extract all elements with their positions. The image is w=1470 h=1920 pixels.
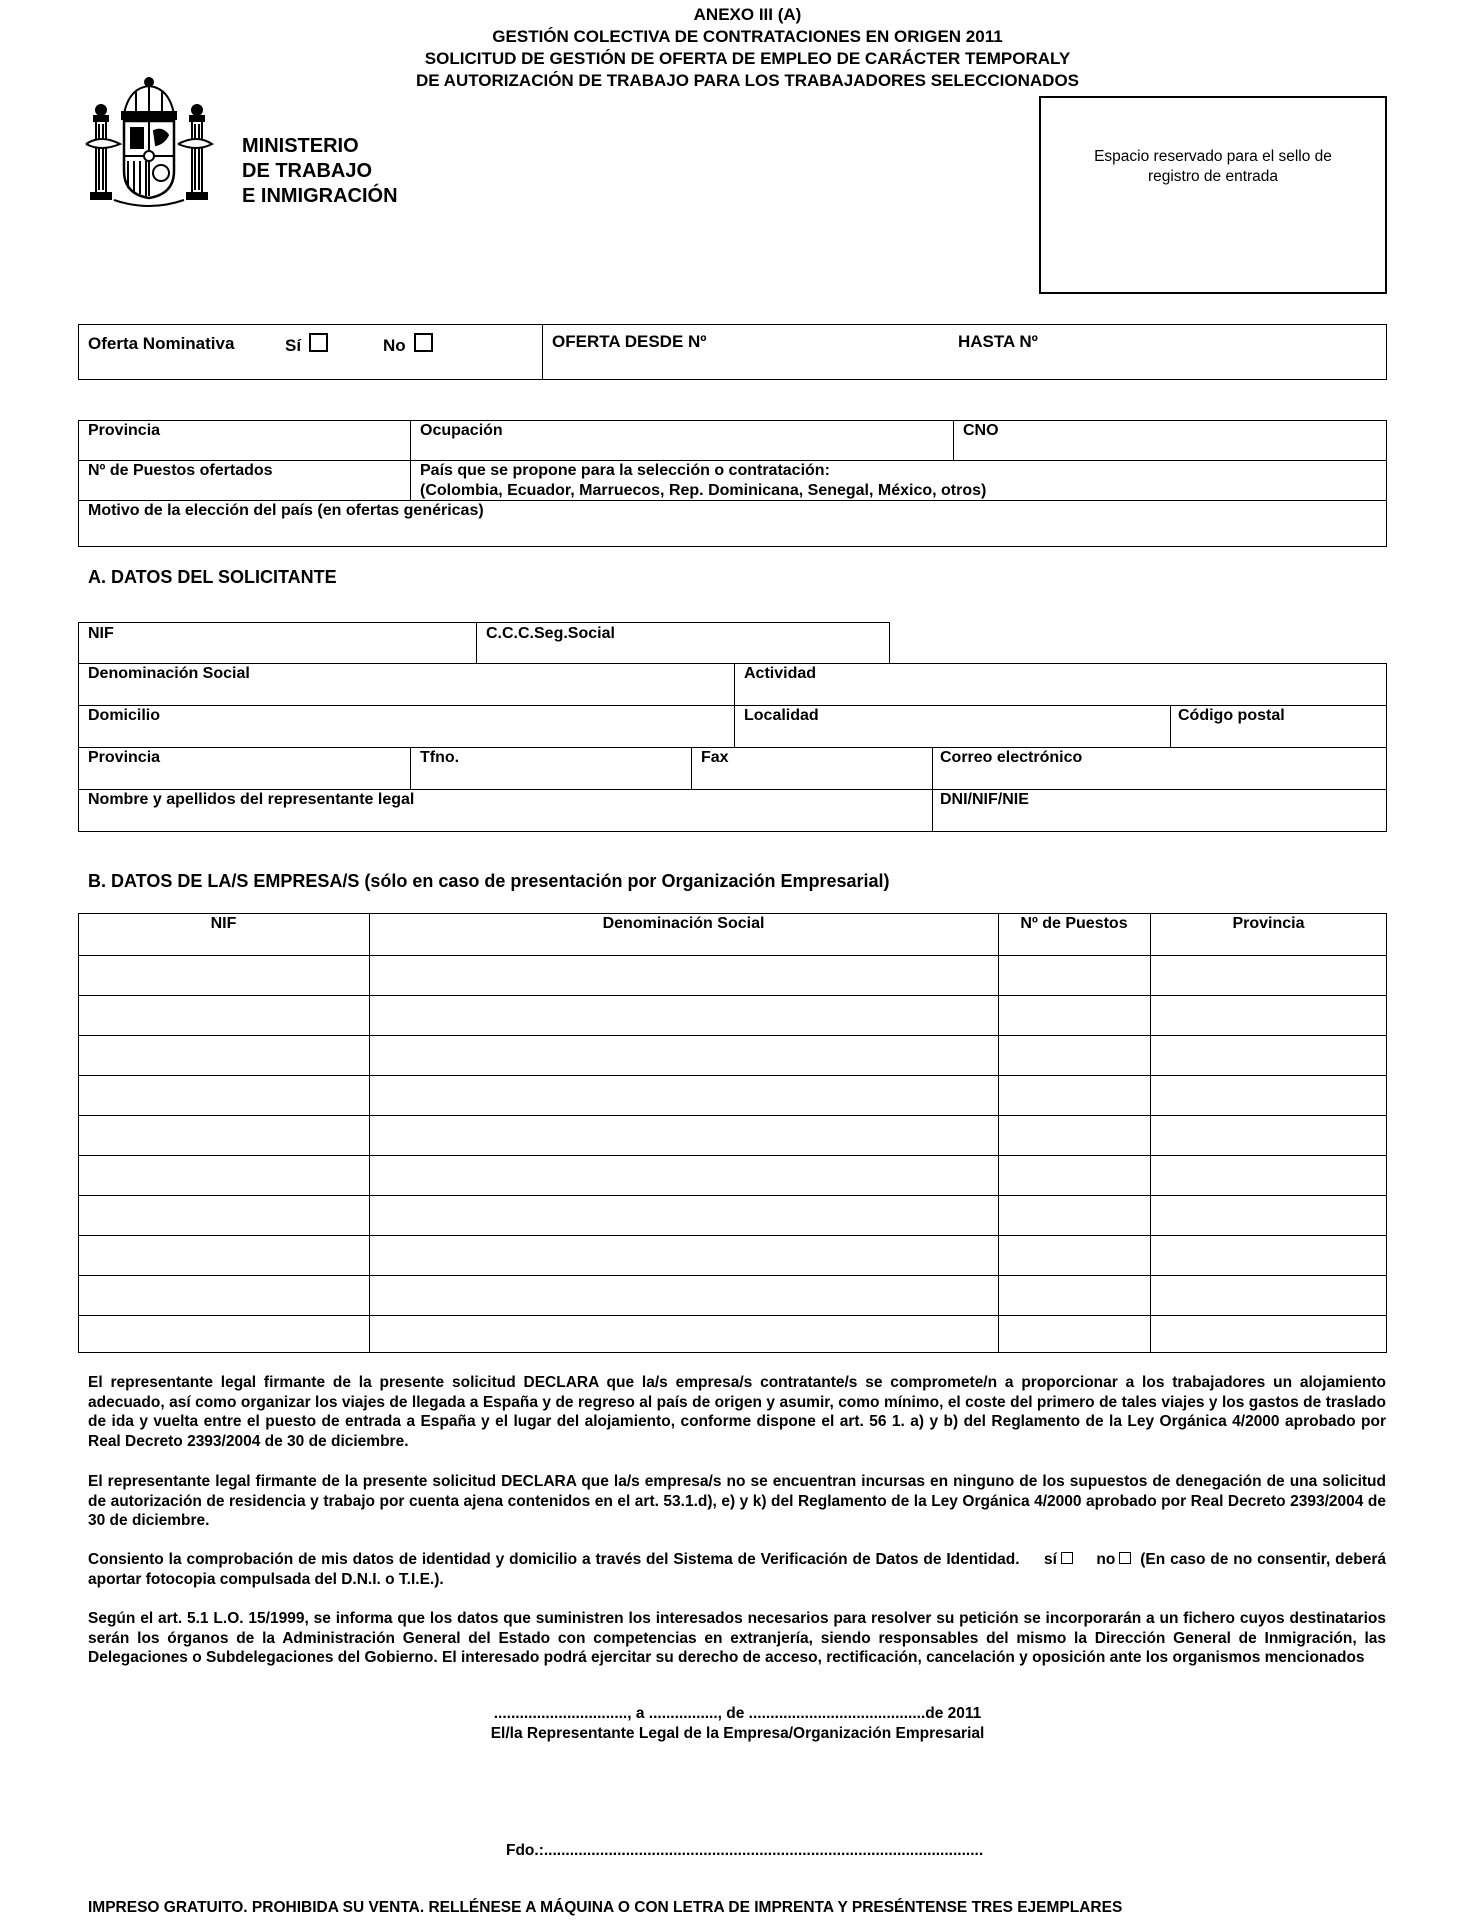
registry-stamp-box: [1039, 96, 1387, 294]
annex-title: ANEXO III (A): [693, 5, 802, 24]
offer-no-label: No: [383, 336, 406, 355]
coat-of-arms-emblem: [84, 76, 214, 210]
offer-box: [78, 324, 1387, 380]
offer-yes-checkbox[interactable]: [309, 333, 328, 352]
table-header-puestos: Nº de Puestos: [1020, 915, 1128, 932]
signature-date-line: ..............................., a ................, de .........................................de 2011: [493, 1705, 982, 1722]
consent-identity-check: [88, 1550, 1386, 1589]
offer-yes-label: Sí: [285, 336, 302, 355]
applicant-denominacion-label: Denominación Social: [88, 665, 250, 682]
ministry-line-3: E INMIGRACIÓN: [242, 185, 398, 207]
applicant-nif-row: [78, 622, 890, 664]
table-header-provincia: Provincia: [1232, 915, 1305, 932]
consent-no-checkbox[interactable]: [1119, 1552, 1131, 1564]
ministry-name: [242, 134, 398, 209]
header-line-1: GESTIÓN COLECTIVA DE CONTRATACIONES EN ORIGEN 2011: [492, 27, 1003, 46]
offer-to-label: HASTA Nº: [958, 332, 1038, 351]
consent-note: (En caso de no consentir, deberá aportar fotocopia compulsada del D.N.I. o T.I.E.).: [88, 1551, 1386, 1588]
table-header-nif: NIF: [210, 915, 237, 932]
job-provincia-label: Provincia: [88, 422, 161, 439]
declaration-no-denial: El representante legal firmante de la presente solicitud DECLARA que la/s empresa/s no se encuentran incursas en ninguno de los supuestos de denegación de una solicitud de autorización de residencia y trabajo por cuenta ajena contenidos en el art. 53.1.d), e) y k) del Reglamento de la Ley Orgánica 4/2000 aprobado por Real Decreto 2393/2004 de 30 de diciembre.: [88, 1473, 1386, 1529]
data-protection-notice: Según el art. 5.1 L.O. 15/1999, se informa que los datos que suministren los interesados necesarios para resolver su petición se incorporarán a un fichero cuyos destinatarios serán los órganos de la Administración General del Estado con competencias en extranjería, siendo responsables del mismo la Dirección General de Inmigración, las Delegaciones o Subdelegaciones del Gobierno. El interesado podrá ejercitar su derecho de acceso, rectificación, cancelación y oposición ante los organismos mencionados: [88, 1610, 1386, 1666]
applicant-representante-label: Nombre y apellidos del representante legal: [88, 791, 415, 808]
offer-no-checkbox[interactable]: [414, 333, 433, 352]
job-pais-options: (Colombia, Ecuador, Marruecos, Rep. Dominicana, Senegal, México, otros): [420, 482, 987, 499]
offer-nominativa-label: Oferta Nominativa: [88, 334, 235, 353]
consent-yes-label: sí: [1043, 1551, 1057, 1568]
applicant-codigo-postal-label: Código postal: [1178, 707, 1285, 724]
applicant-actividad-label: Actividad: [744, 665, 817, 682]
stamp-box-text-2: registro de entrada: [1147, 168, 1279, 185]
header-line-3: DE AUTORIZACIÓN DE TRABAJO PARA LOS TRABAJADORES SELECCIONADOS: [415, 71, 1080, 90]
applicant-tfno-label: Tfno.: [420, 749, 460, 766]
job-puestos-label: Nº de Puestos ofertados: [88, 462, 273, 479]
applicant-correo-label: Correo electrónico: [940, 749, 1083, 766]
ministry-line-1: MINISTERIO: [242, 135, 359, 157]
signature-fdo-line: Fdo.:......................................................................................................: [506, 1842, 984, 1859]
job-motivo-label: Motivo de la elección del país (en ofertas genéricas): [88, 502, 484, 519]
applicant-domicilio-label: Domicilio: [88, 707, 161, 724]
ministry-line-2: DE TRABAJO: [242, 160, 373, 182]
offer-yes-option: [285, 333, 328, 355]
applicant-nif-label: NIF: [88, 625, 114, 642]
companies-table: [78, 913, 1387, 1353]
offer-from-label: OFERTA DESDE Nº: [552, 332, 707, 351]
job-ocupacion-label: Ocupación: [420, 422, 503, 439]
stamp-box-text-1: Espacio reservado para el sello de: [1094, 148, 1332, 165]
applicant-ccc-label: C.C.C.Seg.Social: [486, 625, 615, 642]
consent-yes-checkbox[interactable]: [1061, 1552, 1073, 1564]
section-b-title: B. DATOS DE LA/S EMPRESA/S (sólo en caso de presentación por Organización Empresarial): [88, 871, 890, 891]
job-cno-label: CNO: [963, 422, 999, 439]
consent-text: Consiento la comprobación de mis datos de identidad y domicilio a través del Sistema de Verificación de Datos de Identidad.: [88, 1551, 1020, 1568]
applicant-localidad-label: Localidad: [744, 707, 819, 724]
job-pais-label: País que se propone para la selección o contratación:: [420, 462, 830, 479]
applicant-provincia-label: Provincia: [88, 749, 161, 766]
consent-no-label: no: [1096, 1551, 1116, 1568]
footer-notice: IMPRESO GRATUITO. PROHIBIDA SU VENTA. RELLÉNESE A MÁQUINA O CON LETRA DE IMPRENTA Y PRESÉNTENSE TRES EJEMPLARES: [88, 1899, 1123, 1916]
section-a-title: A. DATOS DEL SOLICITANTE: [88, 567, 337, 587]
declaration-accommodation: El representante legal firmante de la presente solicitud DECLARA que la/s empresa/s contratante/s se compromete/n a proporcionar a los trabajadores un alojamiento adecuado, así como organizar los viajes de llegada a España y de regreso al país de origen y asumir, como mínimo, el coste del primero de tales viajes y los gastos de traslado de ida y vuelta entre el puesto de entrada a España y el lugar del alojamiento, conforme dispone el art. 56 1. a) y b) del Reglamento de la Ley Orgánica 4/2000 aprobado por Real Decreto 2393/2004 de 30 de diciembre.: [88, 1374, 1386, 1450]
table-header-denominacion: Denominación Social: [602, 915, 765, 932]
signature-role: El/la Representante Legal de la Empresa/Organización Empresarial: [490, 1725, 985, 1742]
applicant-dni-label: DNI/NIF/NIE: [940, 791, 1029, 808]
header-line-2: SOLICITUD DE GESTIÓN DE OFERTA DE EMPLEO DE CARÁCTER TEMPORALY: [424, 49, 1071, 68]
applicant-fax-label: Fax: [701, 749, 729, 766]
offer-no-option: [383, 333, 433, 355]
